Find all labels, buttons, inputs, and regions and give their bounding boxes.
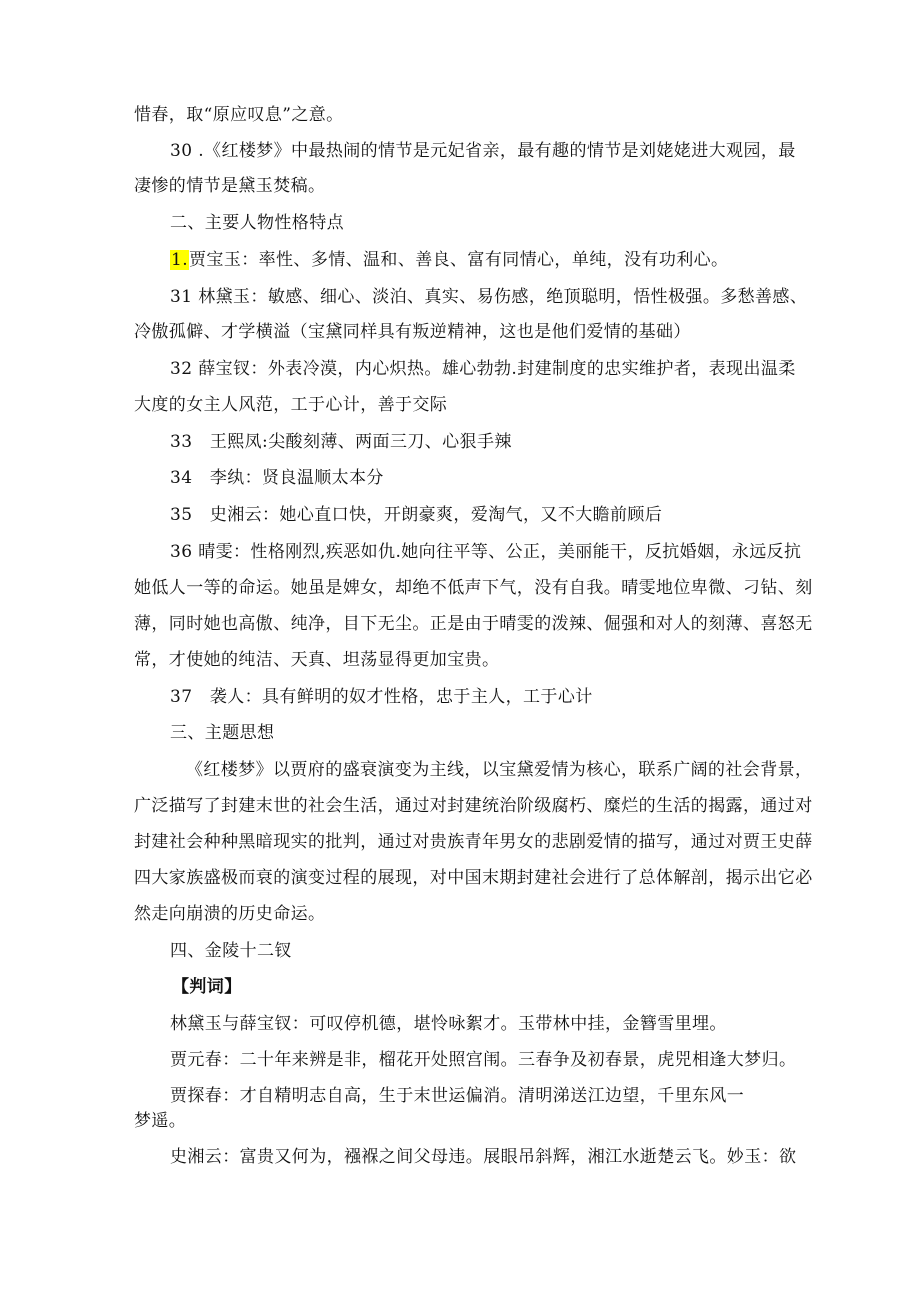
section-heading: 三、主题思想	[170, 723, 275, 743]
text-line: 她低人一等的命运。她虽是婢女，却绝不低声下气，没有自我。晴雯地位卑微、刁钻、刻	[134, 578, 813, 598]
text-line: 梦遥。	[134, 1111, 187, 1131]
text-line: 广泛描写了封建末世的社会生活，通过对封建统治阶级腐朽、糜烂的生活的揭露，通过对	[134, 796, 813, 816]
text-line: 惜春，取“原应叹息”之意。	[134, 105, 344, 125]
text-line: 《红楼梦》以贾府的盛衰演变为主线，以宝黛爱情为核心，联系广阔的社会背景，	[186, 760, 813, 780]
text-line: 史湘云：富贵又何为，襁褓之间父母违。展眼吊斜辉，湘江水逝楚云飞。妙玉：欲	[170, 1147, 797, 1167]
text-line: 贾探春：才自精明志自高，生于末世运偏消。清明涕送江边望，千里东风一	[170, 1086, 745, 1106]
text-line-content: 贾宝玉：率性、多情、温和、善良、富有同情心，单纯，没有功利心。	[189, 250, 729, 270]
text-line	[170, 249, 728, 271]
text-line: 33 王熙凤:尖酸刻薄、两面三刀、心狠手辣	[170, 432, 512, 452]
text-line: 贾元春：二十年来辨是非，榴花开处照宫闱。三春争及初春景，虎兕相逢大梦归。	[170, 1050, 797, 1070]
text-line: 常，才使她的纯洁、天真、坦荡显得更加宝贵。	[134, 650, 500, 670]
text-line: 凄惨的情节是黛玉焚稿。	[134, 176, 326, 196]
text-line: 封建社会种种黑暗现实的批判，通过对贵族青年男女的悲剧爱情的描写，通过对贾王史薛	[134, 832, 813, 852]
text-line: 薄，同时她也高傲、纯净，目下无尘。正是由于晴雯的泼辣、倔强和对人的刻薄、喜怒无	[134, 614, 813, 634]
text-line: 大度的女主人风范，工于心计，善于交际	[134, 395, 448, 415]
text-line: 然走向崩溃的历史命运。	[134, 904, 326, 924]
text-line: 32 薛宝钗：外表冷漠，内心炽热。雄心勃勃.封建制度的忠实维护者，表现出温柔	[170, 359, 796, 379]
text-line: 36 晴雯：性格刚烈,疾恶如仇.她向往平等、公正，美丽能干，反抗婚姻，永远反抗	[170, 542, 802, 562]
text-line: 37 袭人：具有鲜明的奴才性格，忠于主人，工于心计	[170, 687, 593, 707]
text-line: 冷傲孤僻、才学横溢（宝黛同样具有叛逆精神，这也是他们爱情的基础）	[134, 322, 691, 342]
section-heading: 二、主要人物性格特点	[170, 213, 344, 233]
section-heading: 四、金陵十二钗	[170, 941, 292, 961]
text-line: 31 林黛玉：敏感、细心、淡泊、真实、易伤感，绝顶聪明，悟性极强。多愁善感、	[170, 287, 808, 307]
text-line: 30 .《红楼梦》中最热闹的情节是元妃省亲，最有趣的情节是刘姥姥进大观园，最	[170, 141, 796, 161]
text-line: 林黛玉与薛宝钗：可叹停机德，堪怜咏絮才。玉带林中挂，金簪雪里埋。	[170, 1014, 727, 1034]
text-line: 35 史湘云：她心直口快，开朗豪爽，爱淘气，又不大瞻前顾后	[170, 505, 663, 525]
subsection-heading: 【判词】	[172, 977, 242, 997]
text-line: 四大家族盛极而衰的演变过程的展现，对中国末期封建社会进行了总体解剖，揭示出它必	[134, 868, 813, 888]
text-line: 34 李纨：贤良温顺太本分	[170, 468, 384, 488]
highlighted-number: 1.	[171, 250, 189, 270]
